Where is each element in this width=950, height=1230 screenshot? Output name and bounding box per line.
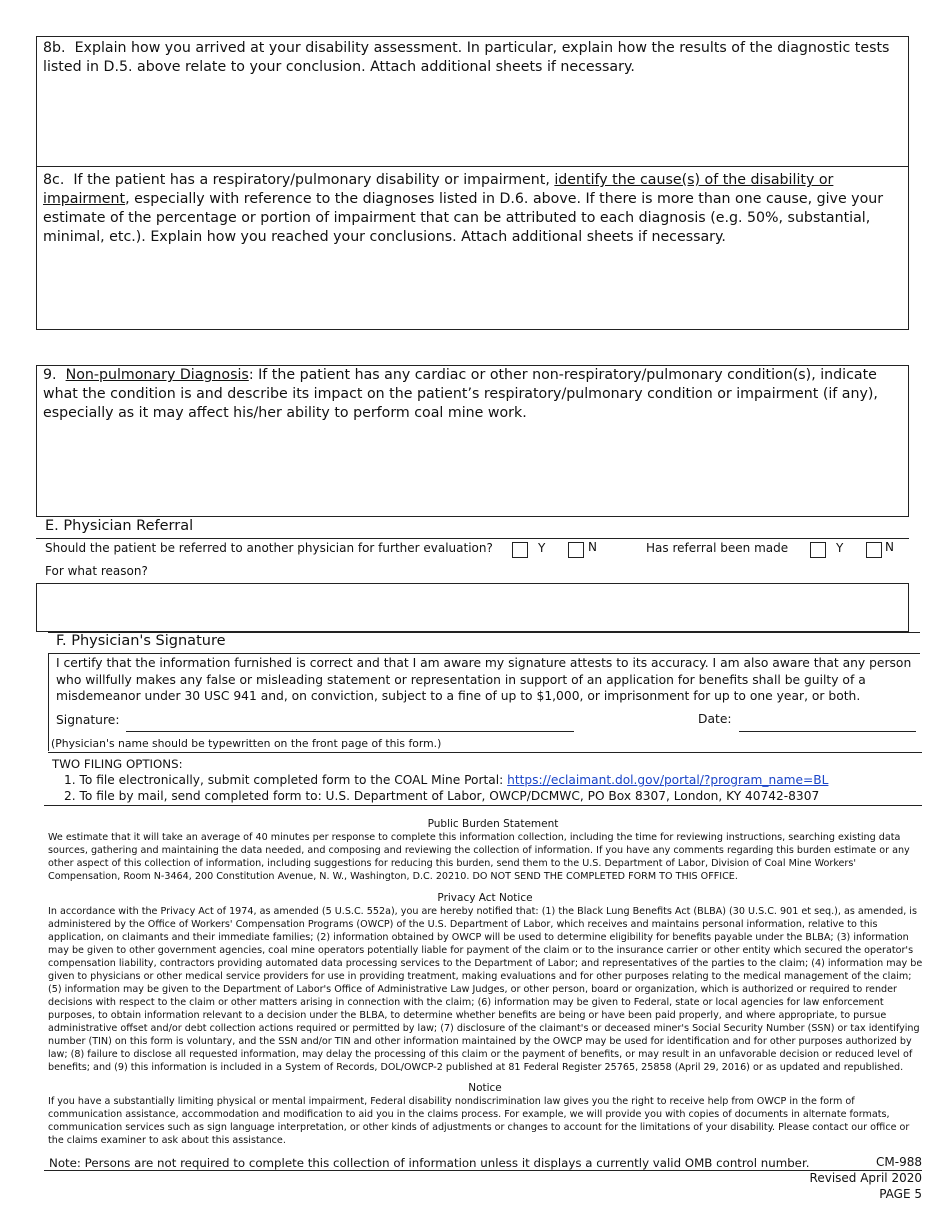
filing-options-title: TWO FILING OPTIONS: (52, 757, 183, 771)
footer-rule (44, 1170, 922, 1171)
filing-bottom-rule (44, 805, 922, 806)
q8b-number: 8b. (43, 40, 66, 56)
burden-title: Public Burden Statement (427, 818, 559, 830)
section-e-title: E. Physician Referral (45, 518, 194, 534)
burden-text: We estimate that it will take an average of 40 minutes per response to complete this information collection, including the time for reviewing instructions, searching existing data sources, gathering and maintaining the data needed, and composing and reviewing the collection of information. If you have any comments regarding this burden estimate or any other aspect of this collection of information, including suggestions for reducing this burden, send them to the U.S. Department of Labor, Division of Coal Mine Workers' Compensation, Room N-3464, 200 Constitution Avenue, N. W., Washington, D.C. 20210. DO NOT SEND THE COMPLETED FORM TO THIS OFFICE. (48, 832, 910, 882)
certification-text: I certify that the information furnished is correct and that I am aware my signature attests to its accuracy. I am also aware that any person who willfully makes any false or misleading statement or representation in support of an application for benefits shall be guilty of a misdemeanor under 30 USC 941 and, on conviction, subject to a fine of up to $1,000, or imprisonment for up to one year, or both. (56, 656, 912, 703)
q9-box[interactable] (36, 365, 909, 517)
q8c-text-a: If the patient has a respiratory/pulmonary disability or impairment, (73, 172, 555, 188)
q9-prompt (37, 366, 908, 424)
omb-note: Note: Persons are not required to complete this collection of information unless it displays a currently valid OMB control number. (49, 1156, 810, 1170)
q8c-number: 8c. (43, 172, 65, 188)
section-f-title: F. Physician's Signature (56, 633, 226, 649)
q8c-box[interactable] (36, 166, 909, 330)
referral-reason-field[interactable] (36, 583, 909, 632)
referral-no-checkbox[interactable] (568, 542, 584, 558)
revised-date: Revised April 2020 (809, 1171, 922, 1185)
q9-title: Non-pulmonary Diagnosis (65, 367, 249, 383)
referral-yes-checkbox[interactable] (512, 542, 528, 558)
date-label: Date: (698, 712, 732, 726)
section-e-divider (36, 538, 909, 539)
referral-made-yes-checkbox[interactable] (810, 542, 826, 558)
filing-option-1-text: 1. To file electronically, submit completed form to the COAL Mine Portal: (64, 773, 508, 787)
referral-question: Should the patient be referred to another physician for further evaluation? (45, 541, 493, 555)
q8c-text-underlined: identify the cause(s) of the disability or impairment (43, 172, 834, 207)
referral-reason-label: For what reason? (45, 564, 148, 578)
q8c-prompt (37, 167, 908, 248)
q8b-prompt (37, 37, 908, 78)
typewritten-note: (Physician's name should be typewritten on the front page of this form.) (51, 737, 442, 750)
referral-made-no-checkbox[interactable] (866, 542, 882, 558)
date-line[interactable] (739, 731, 916, 732)
q8b-box[interactable] (36, 36, 909, 167)
filing-option-2: 2. To file by mail, send completed form to: U.S. Department of Labor, OWCP/DCMWC, PO Box 8307, London, KY 40742-8307 (64, 789, 820, 803)
q9-number: 9. (43, 367, 57, 383)
q8c-text-b: , especially with reference to the diagnoses listed in D.6. above. If there is more than one cause, give your estimate of the percentage or portion of impairment that can be attributed to each diagnosis (e.g. 50%, substantial, minimal, etc.). Explain how you reached your conclusions. Attach additional sheets if necessary. (43, 191, 884, 245)
section-f-left-border (48, 653, 49, 751)
notice-text: If you have a substantially limiting physical or mental impairment, Federal disability nondiscrimination law gives you the right to receive help from OWCP in the form of communication assistance, accommodation and modification to aid you in the claims process. For example, we will provide you with copies of documents in alternate formats, communication services such as sign language interpretation, or other kinds of adjustments or changes to account for the limitations of your disability. Please contact our office or the claims examiner to ask about this assistance. (48, 1096, 910, 1146)
q8b-text: Explain how you arrived at your disability assessment. In particular, explain how the results of the diagnostic tests listed in D.5. above relate to your conclusion. Attach additional sheets if necessary. (43, 40, 890, 75)
referral-no-label: N (588, 540, 597, 554)
signature-line[interactable] (126, 731, 574, 732)
section-f-bottom-rule (48, 752, 922, 753)
referral-made-question: Has referral been made (646, 541, 789, 555)
referral-yes-label: Y (538, 541, 546, 555)
filing-option-1 (64, 773, 828, 787)
privacy-text: In accordance with the Privacy Act of 1974, as amended (5 U.S.C. 552a), you are hereby notified that: (1) the Black Lung Benefits Act (BLBA) (30 U.S.C. 901 et seq.), as amended, is administered by the Office of Workers' Compensation Programs (OWCP) of the U.S. Department of Labor, which receives and maintains personal information, relative to this application, on claimants and their immediate families; (2) information obtained by OWCP will be used to determine eligibility for benefits payable under the BLBA; (3) information may be given to other government agencies, coal mine operators potentially liable for payment of the claim or to the insurance carrier or other entity which secured the operator's compensation liability, contractors providing automated data processing services to the Department of Labor; and representatives of the parties to the claim; (4) information may be given to physicians or other medical service providers for use in providing treatment, making evaluations and for other purposes relating to the medical management of the claim; (5) information may be given to the Department of Labor's Office of Administrative Law Judges, or other person, board or organization, which is authorized or required to render decisions with respect to the claim or other matters arising in connection with the claim; (6) information may be given to Federal, state or local agencies for law enforcement purposes, to obtain information relevant to a decision under the BLBA, to determine whether benefits are being or have been paid properly, and where appropriate, to pursue administrative offset and/or debt collection actions required or permitted by law; (7) disclosure of the claimant's or deceased miner's Social Security Number (SSN) or tax identifying number (TIN) on this form is voluntary, and the SSN and/or TIN and other information maintained by the OWCP may be used for identification and for other purposes authorized by law; (8) failure to disclose all requested information, may delay the processing of this claim or the payment of benefits, or may result in an unfavorable decision or reduced level of benefits; and (9) this information is included in a System of Records, DOL/OWCP-2 published at 81 Federal Register 25765, 25858 (April 29, 2016) or as updated and republished. (48, 906, 923, 1073)
referral-made-no-label: N (885, 540, 894, 554)
form-id: CM-988 (876, 1155, 922, 1169)
privacy-title: Privacy Act Notice (437, 892, 533, 904)
signature-label: Signature: (56, 713, 120, 727)
page-number: PAGE 5 (879, 1187, 922, 1201)
referral-made-yes-label: Y (836, 541, 844, 555)
section-f-divider (48, 653, 920, 654)
q9-text: : If the patient has any cardiac or other non-respiratory/pulmonary condition(s), indicate what the condition is and describe its impact on the patient’s respiratory/pulmonary condition or impairment (if any), especially as it may affect his/her ability to perform coal mine work. (43, 367, 878, 421)
notice-title: Notice (468, 1082, 502, 1094)
coal-mine-portal-link[interactable]: https://eclaimant.dol.gov/portal/?program_name=BL (507, 773, 829, 787)
